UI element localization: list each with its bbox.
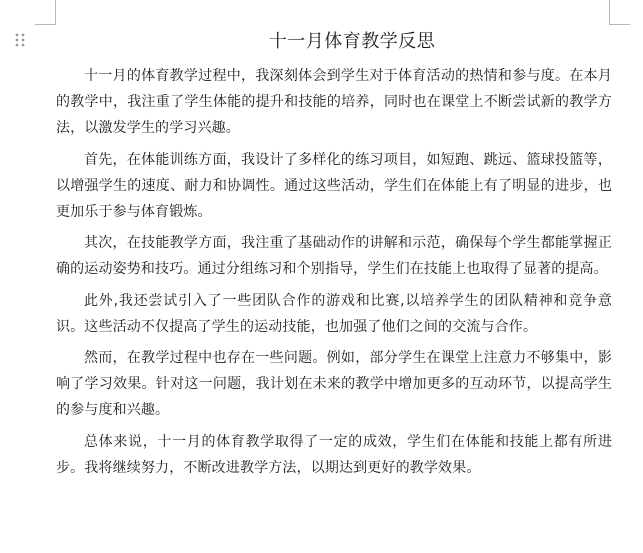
crop-mark-top-right — [609, 0, 630, 25]
document-body[interactable] — [56, 63, 612, 486]
paragraph[interactable]: 首先，在体能训练方面，我设计了多样化的练习项目，如短跑、跳远、篮球投篮等，以增强学生的速度、耐力和协调性。通过这些活动，学生们在体能上有了明显的进步，也更加乐于参与体育锻炼。 — [56, 151, 612, 221]
paragraph[interactable]: 此外,我还尝试引入了一些团队合作的游戏和比赛,以培养学生的团队精神和竞争意识。这些活动不仅提高了学生的运动技能，也加强了他们之间的交流与合作。 — [56, 292, 612, 335]
paragraph[interactable]: 然而，在教学过程中也存在一些问题。例如，部分学生在课堂上注意力不够集中，影响了学习效果。针对这一问题，我计划在未来的教学中增加更多的互动环节，以提高学生的参与度和兴趣。 — [56, 350, 612, 419]
paragraph[interactable]: 总体来说，十一月的体育教学取得了一定的成效，学生们在体能和技能上都有所进步。我将继续努力，不断改进教学方法，以期达到更好的教学效果。 — [56, 433, 612, 476]
document-title[interactable]: 十一月体育教学反思 — [268, 31, 436, 52]
paragraph[interactable]: 其次，在技能教学方面，我注重了基础动作的讲解和示范，确保每个学生都能掌握正确的运动姿势和技巧。通过分组练习和个别指导，学生们在技能上也取得了显著的提高。 — [56, 235, 612, 278]
paragraph[interactable]: 十一月的体育教学过程中，我深刻体会到学生对于体育活动的热情和参与度。在本月的教学中，我注重了学生体能的提升和技能的培养，同时也在课堂上不断尝试新的教学方法，以激发学生的学习兴趣。 — [56, 68, 612, 137]
crop-mark-top-left — [35, 0, 56, 25]
